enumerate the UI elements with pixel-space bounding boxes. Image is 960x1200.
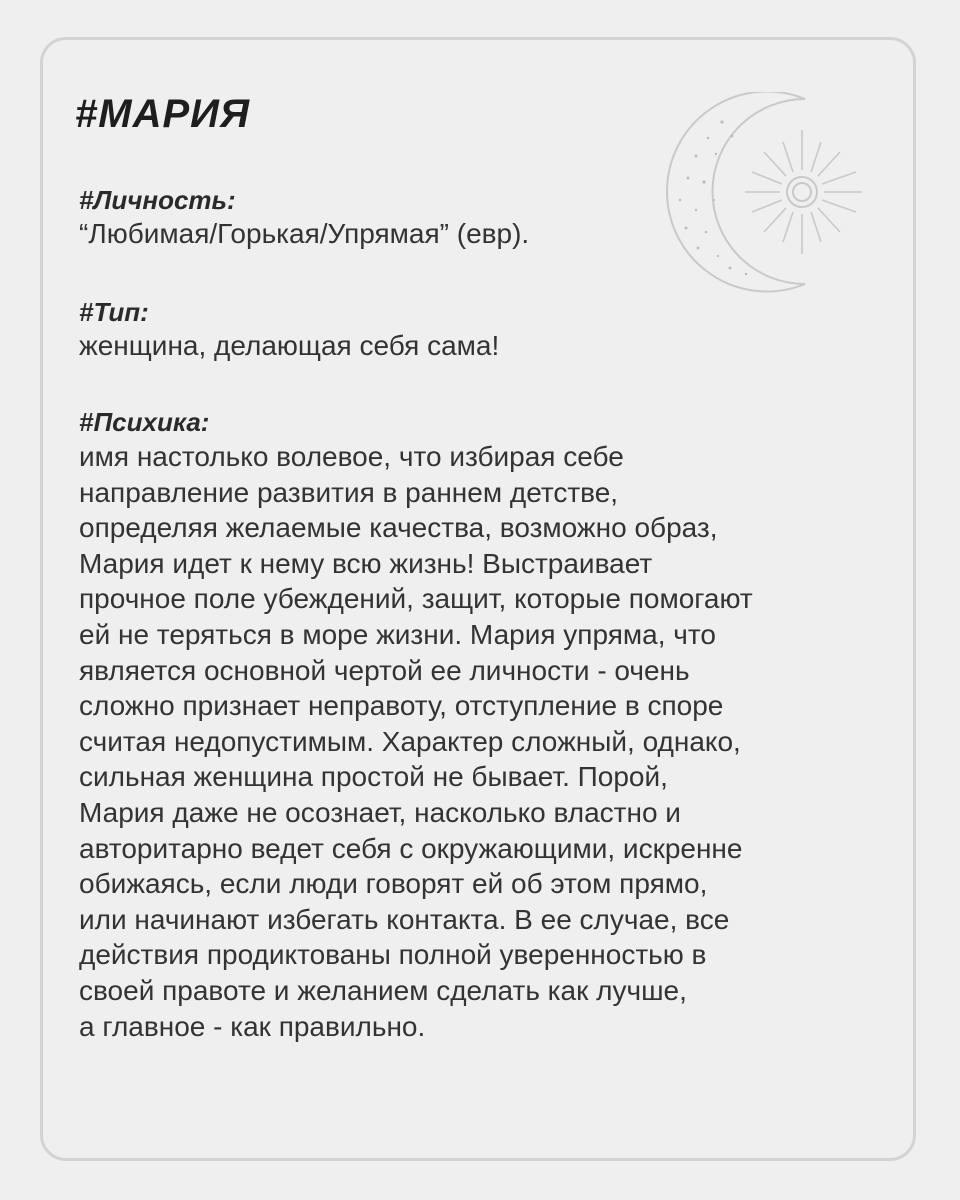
section-personality (79, 183, 529, 251)
page-title: #МАРИЯ (75, 92, 251, 136)
section-text: “Любимая/Горькая/Упрямая” (евр). (79, 218, 530, 249)
section-text: женщина, делающая себя сама! (79, 330, 500, 361)
crescent-moon-sun-icon (660, 92, 870, 297)
section-label: #Психика: (79, 407, 210, 437)
section-type (79, 295, 499, 363)
section-psyche (79, 405, 753, 1044)
section-text: имя настолько волевое, что избирая себе направление развития в раннем детстве, определяя желаемые качества, возможно образ, Мария идет к нему всю жизнь! Выстраивает прочное поле убеждений, защит, которые помогают ей не теряться в море жизни. Мария упряма, что является основной чертой ее личности - очень сложно признает неправоту, отступление в споре считая недопустимым. Характер сложный, однако, сильная женщина простой не бывает. Порой, Мария даже не осознает, насколько властно и авторитарно ведет себя с окружающими, искренне обижаясь, если люди говорят ей об этом прямо, или начинают избегать контакта. В ее случае, все действия продиктованы полной уверенностью в своей правоте и желанием сделать как лучше, а главное - как правильно. (79, 441, 753, 1042)
section-label: #Личность: (79, 185, 236, 215)
section-label: #Тип: (79, 297, 149, 327)
